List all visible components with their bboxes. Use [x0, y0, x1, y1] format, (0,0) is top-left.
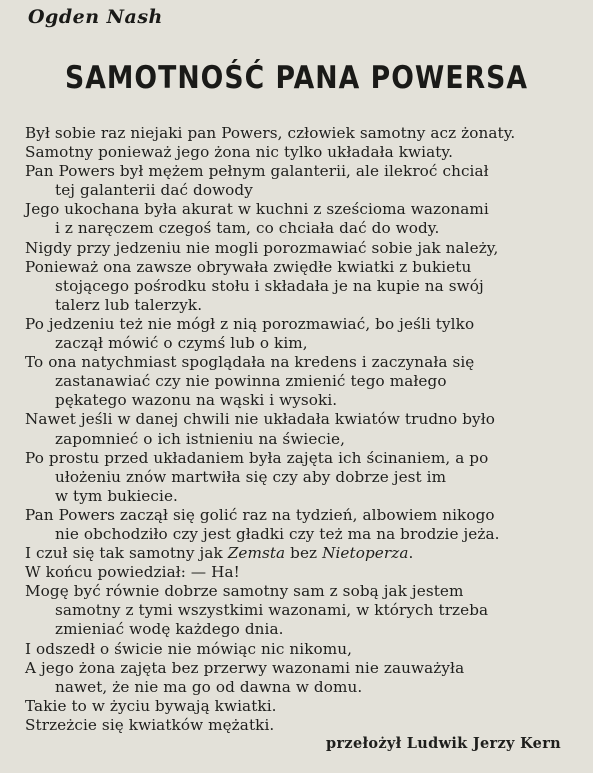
- poem-line: Samotny ponieważ jego żona nic tylko układała kwiaty.: [25, 143, 454, 162]
- poem-line: zmieniać wodę każdego dnia.: [55, 620, 284, 639]
- poem-line: A jego żona zajęta bez przerwy wazonami nie zauważyła: [25, 658, 465, 677]
- poem-body: [25, 124, 570, 735]
- poem-line: Po prostu przed układaniem była zajęta ich ścinaniem, a po: [25, 448, 489, 467]
- poem-title: SAMOTNOŚĆ PANA POWERSA: [64, 60, 529, 96]
- poem-line: Był sobie raz niejaki pan Powers, człowiek samotny acz żonaty.: [25, 124, 516, 142]
- author-name: Ogden Nash: [28, 6, 163, 28]
- poem-line: Nigdy przy jedzeniu nie mogli porozmawiać sobie jak należy,: [25, 238, 499, 257]
- italic-title-nietoperz: Nietoperza: [322, 544, 409, 563]
- poem-line: nawet, że nie ma go od dawna w domu.: [55, 677, 363, 696]
- poem-line: Po jedzeniu też nie mógł z nią porozmawiać, bo jeśli tylko: [25, 314, 475, 333]
- poem-line: W końcu powiedział: — Ha!: [25, 563, 240, 582]
- line-text: bez: [285, 544, 323, 563]
- poem-line: Mogę być równie dobrze samotny sam z sobą jak jestem: [25, 582, 464, 601]
- poem-line: zapomnieć o ich istnieniu na świecie,: [55, 429, 346, 448]
- poem-line: Takie to w życiu bywają kwiatki.: [25, 696, 277, 715]
- poem-line: Pan Powers zaczął się golić raz na tydzień, albowiem nikogo: [25, 505, 495, 524]
- poem-line: zastanawiać czy nie powinna zmienić tego małego: [55, 372, 447, 391]
- line-text: I czuł się tak samotny jak: [25, 544, 228, 563]
- poem-line: To ona natychmiast spoglądała na kredens i zaczynała się: [25, 353, 475, 372]
- poem-line: Strzeżcie się kwiatków mężatki.: [25, 715, 275, 734]
- poem-line: ułożeniu znów martwiła się czy aby dobrze jest im: [55, 467, 447, 486]
- translator-credit: przełożył Ludwik Jerzy Kern: [326, 735, 561, 752]
- poem-line: pękatego wazonu na wąski i wysoki.: [55, 391, 338, 410]
- poem-line: Nawet jeśli w danej chwili nie układała kwiatów trudno było: [25, 410, 495, 429]
- poem-line: i z naręczem czegoś tam, co chciała dać do wody.: [55, 219, 440, 238]
- poem-line: nie obchodziło czy jest gładki czy też ma na brodzie jeża.: [55, 524, 500, 543]
- italic-title-zemsta: Zemsta: [227, 544, 286, 563]
- poem-line: Pan Powers był mężem pełnym galanterii, ale ilekroć chciał: [25, 162, 489, 181]
- poem-line: talerz lub talerzyk.: [55, 295, 203, 314]
- poem-line: zaczął mówić o czymś lub o kim,: [55, 334, 308, 353]
- poem-line: tej galanterii dać dowody: [55, 181, 253, 200]
- poem-line: Ponieważ ona zawsze obrywała zwiędłe kwiatki z bukietu: [25, 257, 472, 276]
- line-text: .: [408, 544, 414, 563]
- poem-line: stojącego pośrodku stołu i składała je na kupie na swój: [55, 276, 484, 295]
- poem-line: Jego ukochana była akurat w kuchni z sześcioma wazonami: [25, 200, 489, 219]
- poem-line-italic-refs: [25, 544, 570, 563]
- poem-line: I odszedł o świcie nie mówiąc nic nikomu,: [25, 639, 353, 658]
- poem-line: w tym bukiecie.: [55, 486, 178, 505]
- poem-line: samotny z tymi wszystkimi wazonami, w których trzeba: [55, 601, 489, 620]
